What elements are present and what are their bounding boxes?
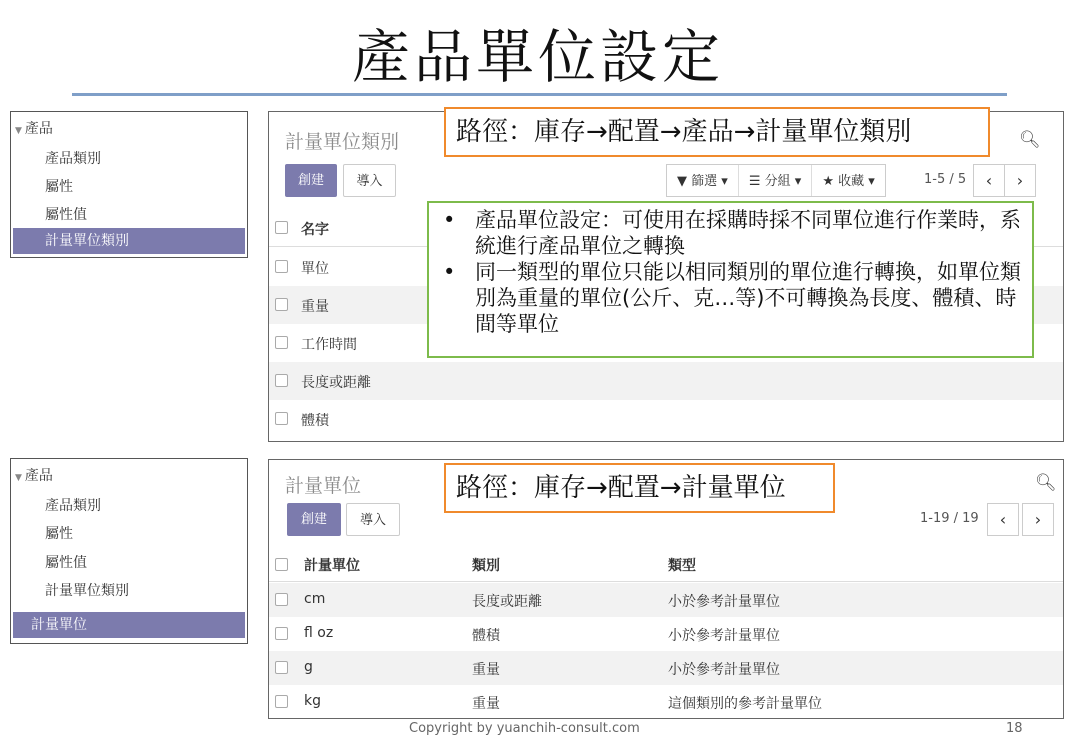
pager-value: 1-19 / 19 — [920, 511, 979, 526]
menu-item-attributes[interactable]: 屬性 — [45, 526, 73, 542]
menu-group-products[interactable] — [15, 465, 53, 485]
import-button[interactable]: 導入 — [346, 503, 400, 536]
page-title: 計量單位類別 — [285, 131, 400, 153]
select-all-checkbox[interactable] — [275, 221, 288, 234]
row-checkbox[interactable] — [275, 260, 288, 273]
row-category: 重量 — [472, 662, 500, 678]
sidebar-menu-top — [10, 111, 248, 258]
menu-item-attributes[interactable]: 屬性 — [45, 179, 73, 195]
menu-group-products[interactable] — [15, 118, 53, 138]
create-button[interactable]: 創建 — [285, 164, 337, 197]
row-name: 體積 — [301, 413, 329, 429]
row-type: 小於參考計量單位 — [668, 628, 780, 644]
table-row[interactable] — [269, 583, 1063, 617]
sidebar-menu-bottom — [10, 458, 248, 644]
menu-item-uom[interactable]: 計量單位 — [13, 612, 245, 638]
row-checkbox[interactable] — [275, 593, 288, 606]
menu-group-label: 產品 — [24, 121, 53, 137]
page-number: 18 — [1006, 721, 1023, 736]
menu-item-attribute-values[interactable]: 屬性值 — [45, 207, 87, 223]
row-category: 重量 — [472, 696, 500, 712]
prev-page-button[interactable]: ‹ — [973, 164, 1005, 197]
column-header-type[interactable]: 類型 — [668, 558, 696, 574]
path-callout-uom: 路徑：庫存→配置→計量單位 — [444, 463, 835, 513]
note-callout — [427, 201, 1034, 358]
select-all-checkbox[interactable] — [275, 558, 288, 571]
row-checkbox[interactable] — [275, 661, 288, 674]
row-uom: g — [304, 659, 313, 675]
row-name: 長度或距離 — [301, 375, 371, 391]
caret-down-icon: ▼ — [15, 126, 22, 136]
favorites-dropdown[interactable]: ★ 收藏 ▾ — [822, 174, 875, 189]
table-row[interactable] — [269, 617, 1063, 651]
slide-title: 產品單位設定 — [351, 23, 724, 91]
column-header-category[interactable]: 類別 — [472, 558, 500, 574]
note-item: • 同一類型的單位只能以相同類別的單位進行轉換，如單位類別為重量的單位(公斤、克…等)不可轉換為長度、體積、時間等單位 — [439, 259, 1022, 337]
column-header-uom[interactable]: 計量單位 — [304, 558, 360, 574]
row-checkbox[interactable] — [275, 298, 288, 311]
title-rule — [72, 93, 1007, 96]
search-options — [666, 164, 886, 197]
groupby-dropdown[interactable]: ☰ 分組 ▾ — [739, 165, 812, 196]
page-title: 計量單位 — [285, 475, 362, 497]
favorites-label: 收藏 — [838, 174, 865, 189]
row-checkbox[interactable] — [275, 412, 288, 425]
next-page-button[interactable]: › — [1004, 164, 1036, 197]
search-zoom-icon[interactable]: 🔍︎ — [1035, 473, 1057, 493]
menu-item-attribute-values[interactable]: 屬性值 — [45, 555, 87, 571]
note-item: • 產品單位設定：可使用在採購時採不同單位進行作業時，系統進行產品單位之轉換 — [439, 207, 1022, 259]
menu-item-uom-categories[interactable]: 計量單位類別 — [13, 228, 245, 254]
row-checkbox[interactable] — [275, 627, 288, 640]
table-row[interactable] — [269, 685, 1063, 719]
table-row[interactable] — [269, 362, 1063, 400]
row-name: 重量 — [301, 299, 329, 315]
row-checkbox[interactable] — [275, 336, 288, 349]
next-page-button[interactable]: › — [1022, 503, 1054, 536]
column-header-name[interactable]: 名字 — [301, 222, 329, 238]
menu-item-product-category[interactable]: 產品類別 — [45, 151, 101, 167]
copyright-text: Copyright by yuanchih-consult.com — [409, 721, 640, 736]
row-type: 這個類別的參考計量單位 — [668, 696, 822, 712]
row-uom: kg — [304, 693, 321, 709]
row-checkbox[interactable] — [275, 374, 288, 387]
path-callout-uom-categories: 路徑：庫存→配置→產品→計量單位類別 — [444, 107, 990, 157]
menu-item-uom-categories[interactable]: 計量單位類別 — [45, 583, 129, 599]
table-row[interactable] — [269, 400, 1063, 438]
table-row[interactable] — [269, 651, 1063, 685]
row-name: 工作時間 — [301, 337, 357, 353]
pager-value: 1-5 / 5 — [924, 172, 967, 187]
row-uom: cm — [304, 591, 326, 607]
row-type: 小於參考計量單位 — [668, 662, 780, 678]
table-header — [269, 548, 1063, 582]
row-name: 單位 — [301, 261, 329, 277]
row-uom: fl oz — [304, 625, 334, 641]
menu-group-label: 產品 — [24, 468, 53, 484]
row-category: 長度或距離 — [472, 594, 542, 610]
menu-item-product-category[interactable]: 產品類別 — [45, 498, 101, 514]
row-category: 體積 — [472, 628, 500, 644]
filters-label: 篩選 — [691, 174, 718, 189]
prev-page-button[interactable]: ‹ — [987, 503, 1019, 536]
create-button[interactable]: 創建 — [287, 503, 341, 536]
filters-dropdown[interactable]: ▼ 篩選 ▾ — [667, 165, 739, 196]
groupby-label: 分組 — [764, 174, 791, 189]
import-button[interactable]: 導入 — [343, 164, 396, 197]
search-icon[interactable]: 🔍︎ — [1019, 130, 1041, 150]
row-type: 小於參考計量單位 — [668, 594, 780, 610]
note-list — [439, 207, 1022, 337]
caret-down-icon: ▼ — [15, 473, 22, 483]
row-checkbox[interactable] — [275, 695, 288, 708]
